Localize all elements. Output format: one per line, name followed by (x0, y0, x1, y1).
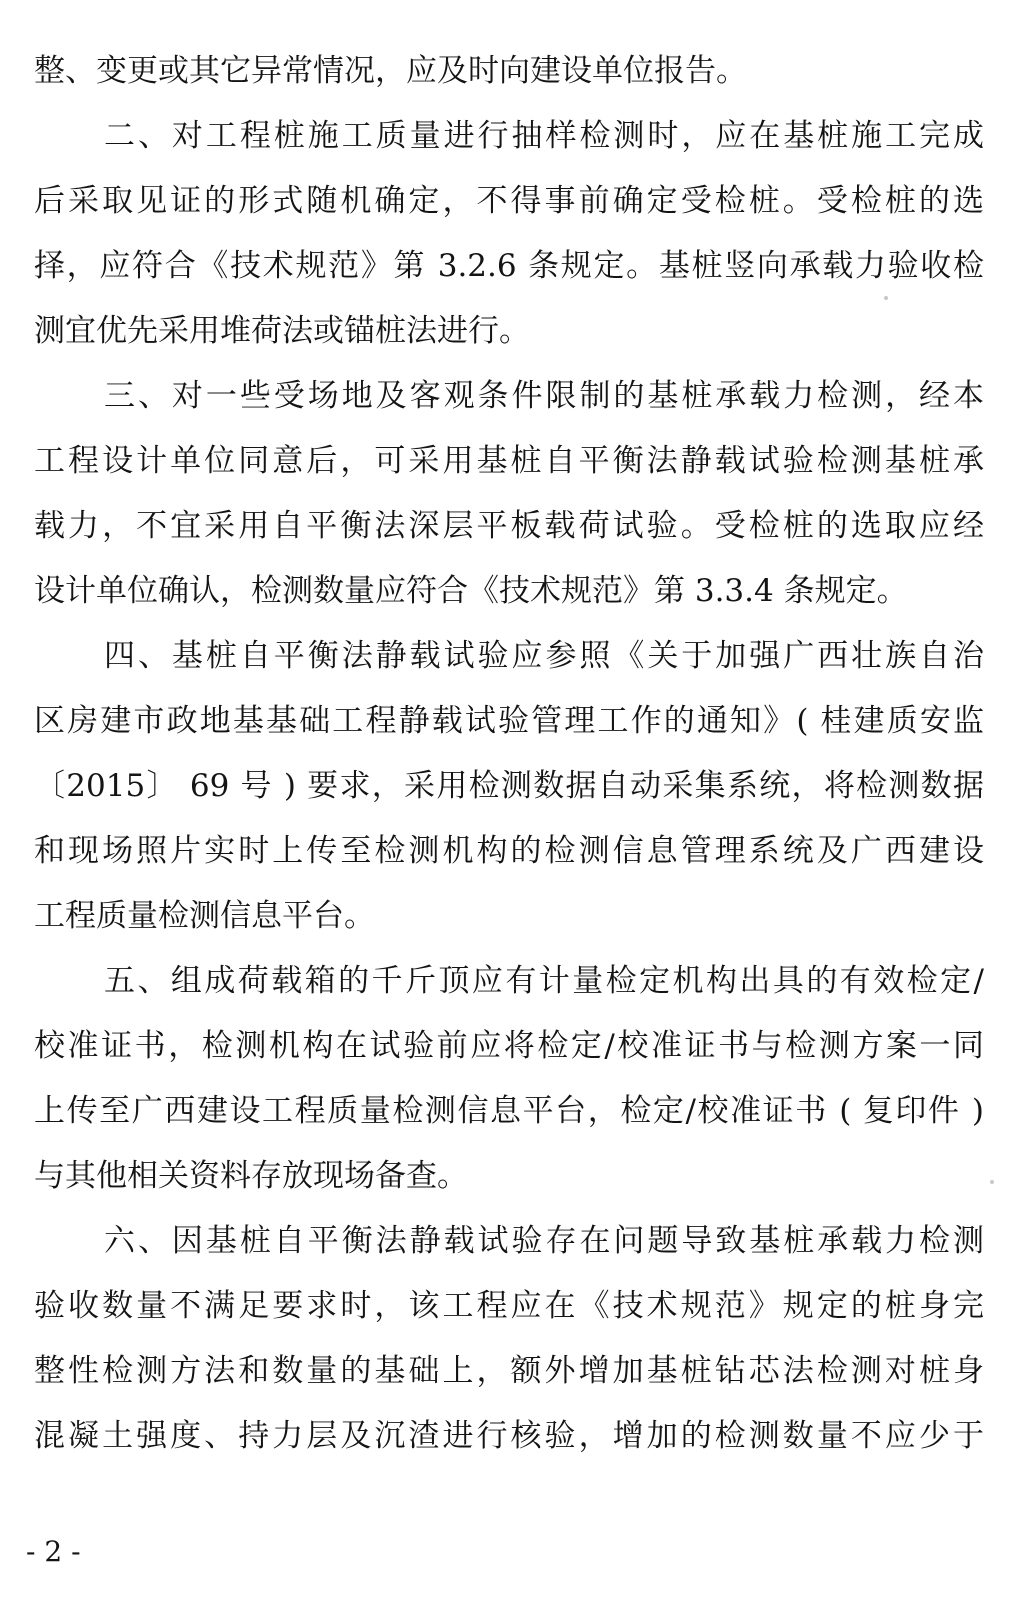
text-line: 整、变更或其它异常情况，应及时向建设单位报告。 (34, 53, 747, 89)
text-line: 六、因基桩自平衡法静载试验存在问题导致基桩承载力检测 (104, 1223, 984, 1259)
text-line: 后采取见证的形式随机确定，不得事前确定受检桩。受检桩的选 (34, 183, 984, 219)
text-line: 测宜优先采用堆荷法或锚桩法进行。 (34, 313, 530, 349)
scan-speck (884, 296, 888, 300)
scan-speck (990, 1180, 994, 1184)
text-line: 四、基桩自平衡法静载试验应参照《关于加强广西壮族自治 (104, 638, 984, 674)
text-line: 设计单位确认，检测数量应符合《技术规范》第 3.3.4 条规定。 (34, 573, 908, 609)
text-line: 验收数量不满足要求时，该工程应在《技术规范》规定的桩身完 (34, 1288, 984, 1324)
text-line: 和现场照片实时上传至检测机构的检测信息管理系统及广西建设 (34, 833, 984, 869)
text-line: 工程质量检测信息平台。 (34, 898, 375, 934)
text-line: 择，应符合《技术规范》第 3.2.6 条规定。基桩竖向承载力验收检 (34, 248, 984, 284)
text-line: 区房建市政地基基础工程静载试验管理工作的通知》( 桂建质安监 (34, 703, 984, 739)
text-line: 工程设计单位同意后，可采用基桩自平衡法静载试验检测基桩承 (34, 443, 984, 479)
text-line: 三、对一些受场地及客观条件限制的基桩承载力检测，经本 (104, 378, 984, 414)
text-line: 二、对工程桩施工质量进行抽样检测时，应在基桩施工完成 (104, 118, 984, 154)
page-number: - 2 - (26, 1535, 81, 1568)
text-line: 〔2015〕 69 号 ) 要求，采用检测数据自动采集系统，将检测数据 (34, 768, 984, 804)
text-line: 整性检测方法和数量的基础上，额外增加基桩钻芯法检测对桩身 (34, 1353, 984, 1389)
text-line: 上传至广西建设工程质量检测信息平台，检定/校准证书 ( 复印件 ) (34, 1093, 984, 1129)
text-line: 与其他相关资料存放现场备查。 (34, 1158, 468, 1194)
text-line: 五、组成荷载箱的千斤顶应有计量检定机构出具的有效检定/ (104, 963, 984, 999)
text-line: 校准证书，检测机构在试验前应将检定/校准证书与检测方案一同 (34, 1028, 984, 1064)
text-line: 载力，不宜采用自平衡法深层平板载荷试验。受检桩的选取应经 (34, 508, 984, 544)
text-line: 混凝土强度、持力层及沉渣进行核验，增加的检测数量不应少于 (34, 1418, 984, 1454)
